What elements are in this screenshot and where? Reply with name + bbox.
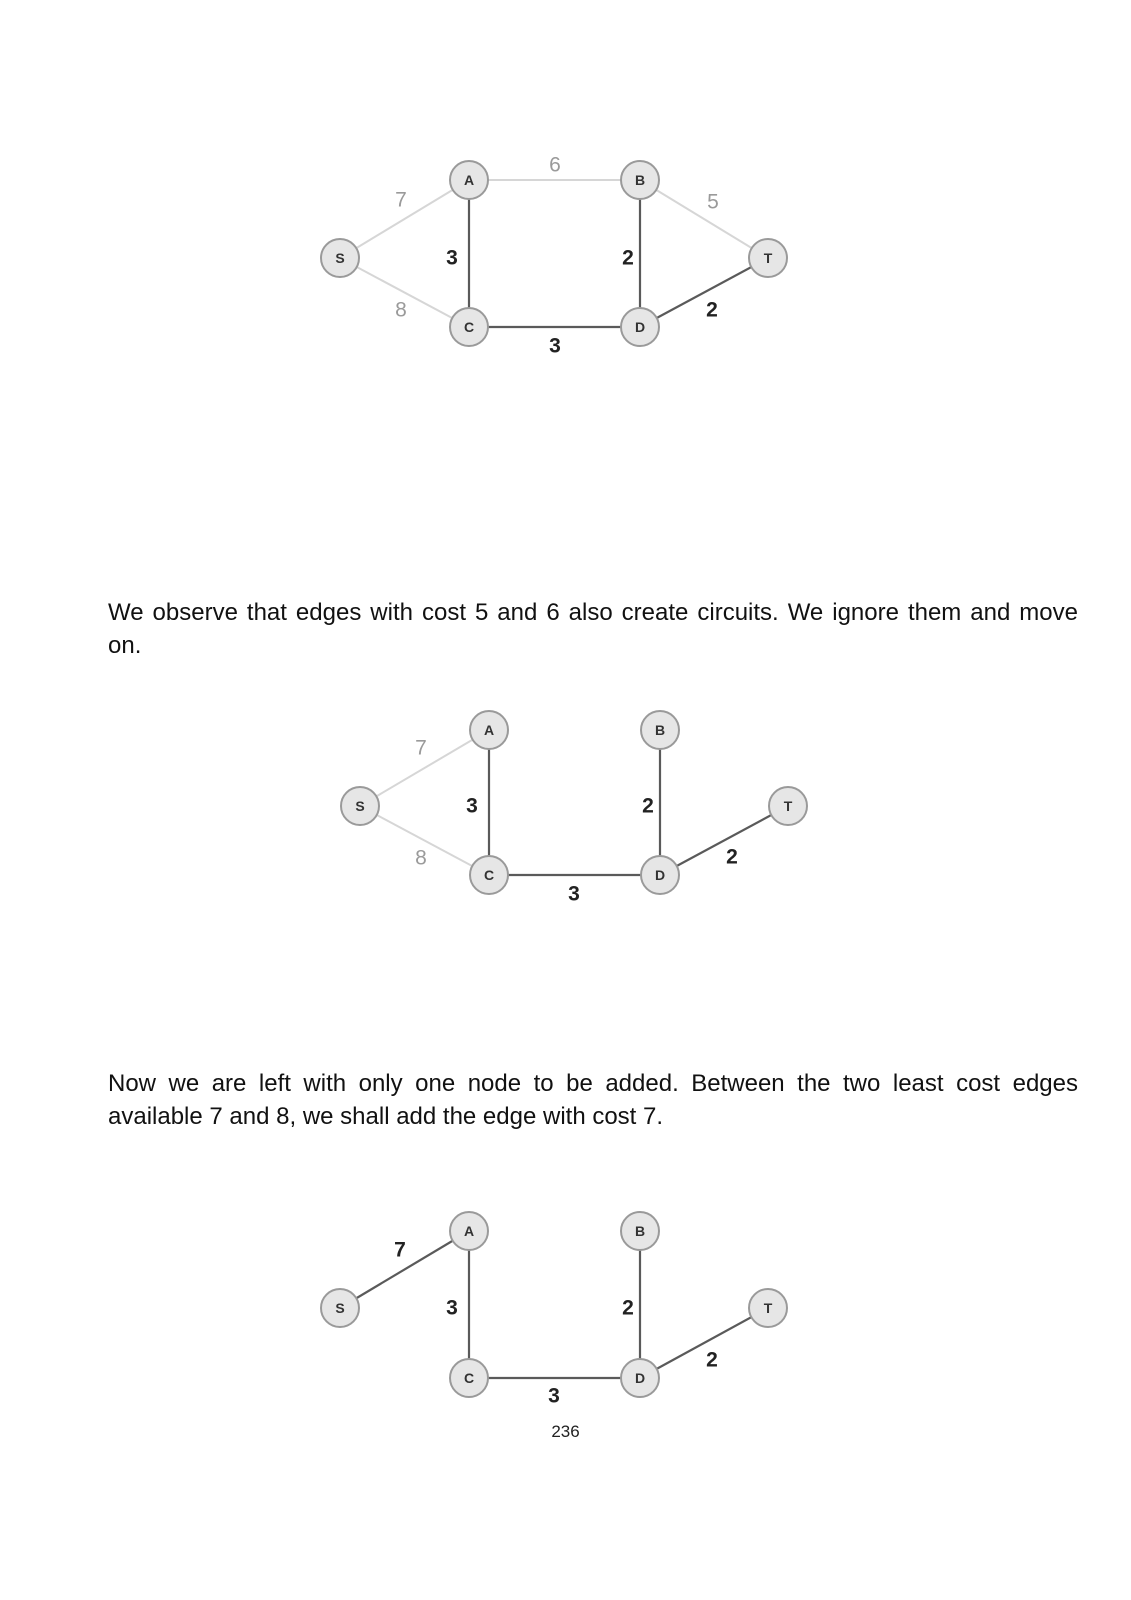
node-s [341,787,379,825]
node-b [621,161,659,199]
weight-b-d: 2 [622,246,634,270]
weight-a-b: 6 [549,153,561,177]
graph-figure-3 [0,1210,1131,1420]
weight-s-a: 7 [395,188,407,212]
node-t [749,239,787,277]
paragraph-1: We observe that edges with cost 5 and 6 also create circuits. We ignore them and move on. [108,599,1078,659]
graph-figure-1 [0,140,1131,380]
node-t [749,1289,787,1327]
svg-text:S: S [355,798,365,814]
svg-text:D: D [634,319,646,335]
edge-d-t [640,258,768,327]
svg-text:C: C [463,1370,475,1386]
weight-c-d: 3 [568,882,580,906]
node-s [321,239,359,277]
svg-text:T: T [763,250,773,266]
paragraph-2: Now we are left with only one node to be added. Between the two least cost edges available 7 and 8, we shall add the edge with cost 7. [108,1070,1078,1130]
svg-text:D: D [634,1370,646,1386]
weight-d-t: 2 [706,1348,718,1372]
node-c [450,1359,488,1397]
weight-a-c: 3 [446,246,458,270]
node-a [470,711,508,749]
edge-d-t [660,806,788,875]
node-a [450,161,488,199]
weight-a-c: 3 [446,1296,458,1320]
svg-text:A: A [483,722,495,738]
svg-text:A: A [463,1223,475,1239]
weight-b-t: 5 [707,190,719,214]
page-number: 236 [551,1422,580,1441]
node-d [621,1359,659,1397]
svg-text:T: T [783,798,793,814]
edge-d-t [640,1308,768,1378]
weight-b-d: 2 [622,1296,634,1320]
node-b [641,711,679,749]
graph-2-svg [0,700,1131,920]
node-d [621,308,659,346]
weight-s-a: 7 [394,1238,406,1262]
svg-text:B: B [654,722,666,738]
node-c [450,308,488,346]
graph-1-svg [0,140,1131,380]
svg-text:B: B [634,172,646,188]
svg-text:C: C [463,319,475,335]
node-s [321,1289,359,1327]
node-a [450,1212,488,1250]
svg-text:C: C [483,867,495,883]
node-b [621,1212,659,1250]
weight-d-t: 2 [726,845,738,869]
svg-text:S: S [335,250,345,266]
svg-text:D: D [654,867,666,883]
svg-text:T: T [763,1300,773,1316]
weight-s-a: 7 [415,736,427,760]
weight-c-d: 3 [548,1384,560,1408]
weight-d-t: 2 [706,298,718,322]
weight-a-c: 3 [466,794,478,818]
graph-3-svg [0,1210,1131,1420]
weight-s-c: 8 [395,298,407,322]
node-d [641,856,679,894]
graph-figure-2 [0,700,1131,920]
node-t [769,787,807,825]
weight-c-d: 3 [549,334,561,358]
node-c [470,856,508,894]
weight-b-d: 2 [642,794,654,818]
svg-text:S: S [335,1300,345,1316]
svg-text:A: A [463,172,475,188]
weight-s-c: 8 [415,846,427,870]
svg-text:B: B [634,1223,646,1239]
edge-b-t [640,180,768,258]
